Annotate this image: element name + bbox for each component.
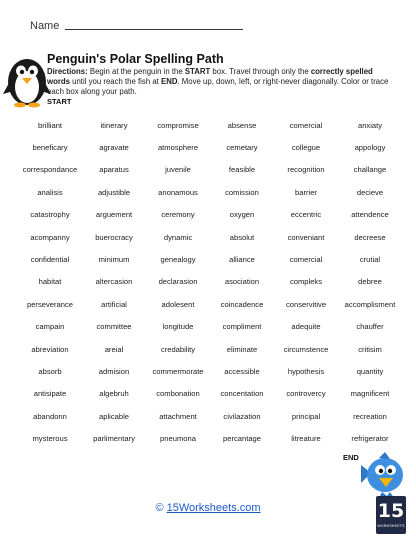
word-cell[interactable]: principal xyxy=(291,411,321,421)
word-cell[interactable]: litreature xyxy=(291,434,321,444)
site-link[interactable]: 15Worksheets.com xyxy=(166,502,261,514)
word-cell[interactable]: buerocracy xyxy=(95,232,133,242)
word-cell[interactable]: committee xyxy=(96,322,132,332)
word-cell[interactable]: absense xyxy=(227,120,257,130)
word-cell[interactable]: conservitive xyxy=(285,299,327,309)
name-label: Name xyxy=(30,20,60,32)
directions-correct-word: correctly spelled words xyxy=(47,67,373,86)
word-cell[interactable]: attachment xyxy=(159,411,197,421)
penguin-icon xyxy=(2,50,52,108)
word-cell[interactable]: parlimentary xyxy=(93,434,135,444)
word-cell[interactable]: atmosphere xyxy=(157,143,199,153)
word-cell[interactable]: anxiaty xyxy=(357,120,383,130)
brand-number: 15 xyxy=(377,500,405,522)
word-cell[interactable]: dynamic xyxy=(163,232,193,242)
word-cell[interactable]: areial xyxy=(104,344,124,354)
word-cell[interactable]: perseverance xyxy=(26,299,73,309)
worksheet-title: Penguin's Polar Spelling Path xyxy=(47,52,224,66)
word-cell[interactable]: adolesent xyxy=(161,299,195,309)
word-cell[interactable]: habitat xyxy=(38,277,62,287)
word-cell[interactable]: concentation xyxy=(220,389,264,399)
word-cell[interactable]: cemetary xyxy=(226,143,258,153)
word-cell[interactable]: brilliant xyxy=(37,120,63,130)
word-cell[interactable]: adjustible xyxy=(97,187,131,197)
word-cell[interactable]: chauffer xyxy=(356,322,384,332)
word-cell[interactable]: arguement xyxy=(95,210,133,220)
directions-text xyxy=(47,67,395,97)
word-cell[interactable]: aplicable xyxy=(99,411,129,421)
word-cell[interactable]: artificial xyxy=(101,299,127,309)
word-cell[interactable]: controvercy xyxy=(286,389,326,399)
word-cell[interactable]: declarasion xyxy=(158,277,198,287)
word-cell[interactable]: hypothesis xyxy=(287,366,325,376)
directions-end-word: END xyxy=(161,77,178,86)
word-cell[interactable]: debree xyxy=(358,277,382,287)
word-cell[interactable]: conveniant xyxy=(287,232,325,242)
word-cell[interactable]: credability xyxy=(160,344,196,354)
word-cell[interactable]: genealogy xyxy=(160,255,196,265)
word-cell[interactable]: civilazation xyxy=(223,411,261,421)
fish-icon xyxy=(357,451,407,499)
name-line[interactable] xyxy=(65,29,243,30)
copyright-symbol: © xyxy=(155,502,164,514)
word-cell[interactable]: feasible xyxy=(228,165,256,175)
word-cell[interactable]: abreviation xyxy=(31,344,69,354)
brand-logo xyxy=(376,496,406,534)
word-cell[interactable]: beneficary xyxy=(32,143,68,153)
word-cell[interactable]: eccentric xyxy=(290,210,322,220)
word-cell[interactable]: comercial xyxy=(289,255,323,265)
word-cell[interactable]: catastrophy xyxy=(30,210,70,220)
word-cell[interactable]: abandonn xyxy=(33,411,67,421)
word-cell[interactable]: absorb xyxy=(38,366,62,376)
start-label: START xyxy=(47,97,72,106)
word-cell[interactable]: mysterous xyxy=(32,434,68,444)
word-cell[interactable]: eliminate xyxy=(226,344,258,354)
directions-part1: Begin at the penguin in the xyxy=(87,67,185,76)
word-cell[interactable]: accomplisment xyxy=(344,299,396,309)
word-cell[interactable]: altercasion xyxy=(95,277,133,287)
word-cell[interactable]: quantity xyxy=(356,366,384,376)
word-cell[interactable]: recreation xyxy=(353,411,387,421)
name-row xyxy=(30,20,243,32)
word-cell[interactable]: attendence xyxy=(351,210,389,220)
word-cell[interactable]: antisipate xyxy=(33,389,67,399)
word-cell[interactable]: confidential xyxy=(30,255,70,265)
word-cell[interactable]: compliment xyxy=(222,322,262,332)
word-cell[interactable]: comercial xyxy=(289,120,323,130)
word-cell[interactable]: asociation xyxy=(224,277,260,287)
word-cell[interactable]: critisim xyxy=(358,344,382,354)
word-cell[interactable]: agravate xyxy=(99,143,129,153)
word-cell[interactable]: admision xyxy=(98,366,130,376)
word-cell[interactable]: absolut xyxy=(229,232,255,242)
word-cell[interactable]: percantage xyxy=(223,434,261,444)
word-cell[interactable]: campain xyxy=(35,322,65,332)
directions-part3: until you reach the fish at xyxy=(69,77,161,86)
word-cell[interactable]: recognition xyxy=(287,165,325,175)
word-cell[interactable]: ceremony xyxy=(161,210,195,220)
word-cell[interactable]: juvenile xyxy=(165,165,191,175)
word-cell[interactable]: comission xyxy=(225,187,259,197)
word-cell[interactable]: correspondance xyxy=(22,165,78,175)
word-cell[interactable]: compleks xyxy=(289,277,323,287)
word-cell[interactable]: collegue xyxy=(291,143,321,153)
word-cell[interactable]: coincadence xyxy=(220,299,264,309)
word-cell[interactable]: crutial xyxy=(359,255,381,265)
word-cell[interactable]: pneumona xyxy=(160,434,196,444)
word-cell[interactable]: oxygen xyxy=(229,210,255,220)
word-cell[interactable]: algebruh xyxy=(99,389,129,399)
end-label: END xyxy=(343,453,359,462)
directions-start-word: START xyxy=(184,67,211,76)
word-cell[interactable]: refrigerator xyxy=(351,434,389,444)
directions-label: Directions: xyxy=(47,67,88,76)
word-cell[interactable]: anonamous xyxy=(158,187,198,197)
word-grid xyxy=(18,114,402,450)
word-cell[interactable]: circumstence xyxy=(283,344,329,354)
word-cell[interactable]: combonation xyxy=(156,389,200,399)
word-cell[interactable]: commermorate xyxy=(152,366,204,376)
word-cell[interactable]: minimum xyxy=(98,255,130,265)
word-cell[interactable]: adequite xyxy=(291,322,321,332)
word-cell[interactable]: acompanny xyxy=(30,232,70,242)
word-cell[interactable]: challange xyxy=(353,165,387,175)
word-cell[interactable]: barrier xyxy=(295,187,317,197)
word-cell[interactable]: magnificent xyxy=(350,389,390,399)
brand-word: WORKSHEETS xyxy=(377,524,405,528)
footer xyxy=(0,502,416,514)
word-cell[interactable]: accessible xyxy=(224,366,260,376)
word-cell[interactable]: alliance xyxy=(229,255,255,265)
word-cell[interactable]: aparatus xyxy=(99,165,129,175)
word-cell[interactable]: decreese xyxy=(354,232,386,242)
directions-part4: . Move up, down, left, or right-never diagonally. Color or trace each box along your path. xyxy=(47,77,389,96)
word-cell[interactable]: analisis xyxy=(37,187,63,197)
word-cell[interactable]: compromise xyxy=(157,120,199,130)
directions-part2: box. Travel through only the xyxy=(210,67,311,76)
word-cell[interactable]: itinerary xyxy=(100,120,128,130)
word-cell[interactable]: longitude xyxy=(162,322,194,332)
word-cell[interactable]: decieve xyxy=(356,187,384,197)
word-cell[interactable]: appology xyxy=(354,143,386,153)
